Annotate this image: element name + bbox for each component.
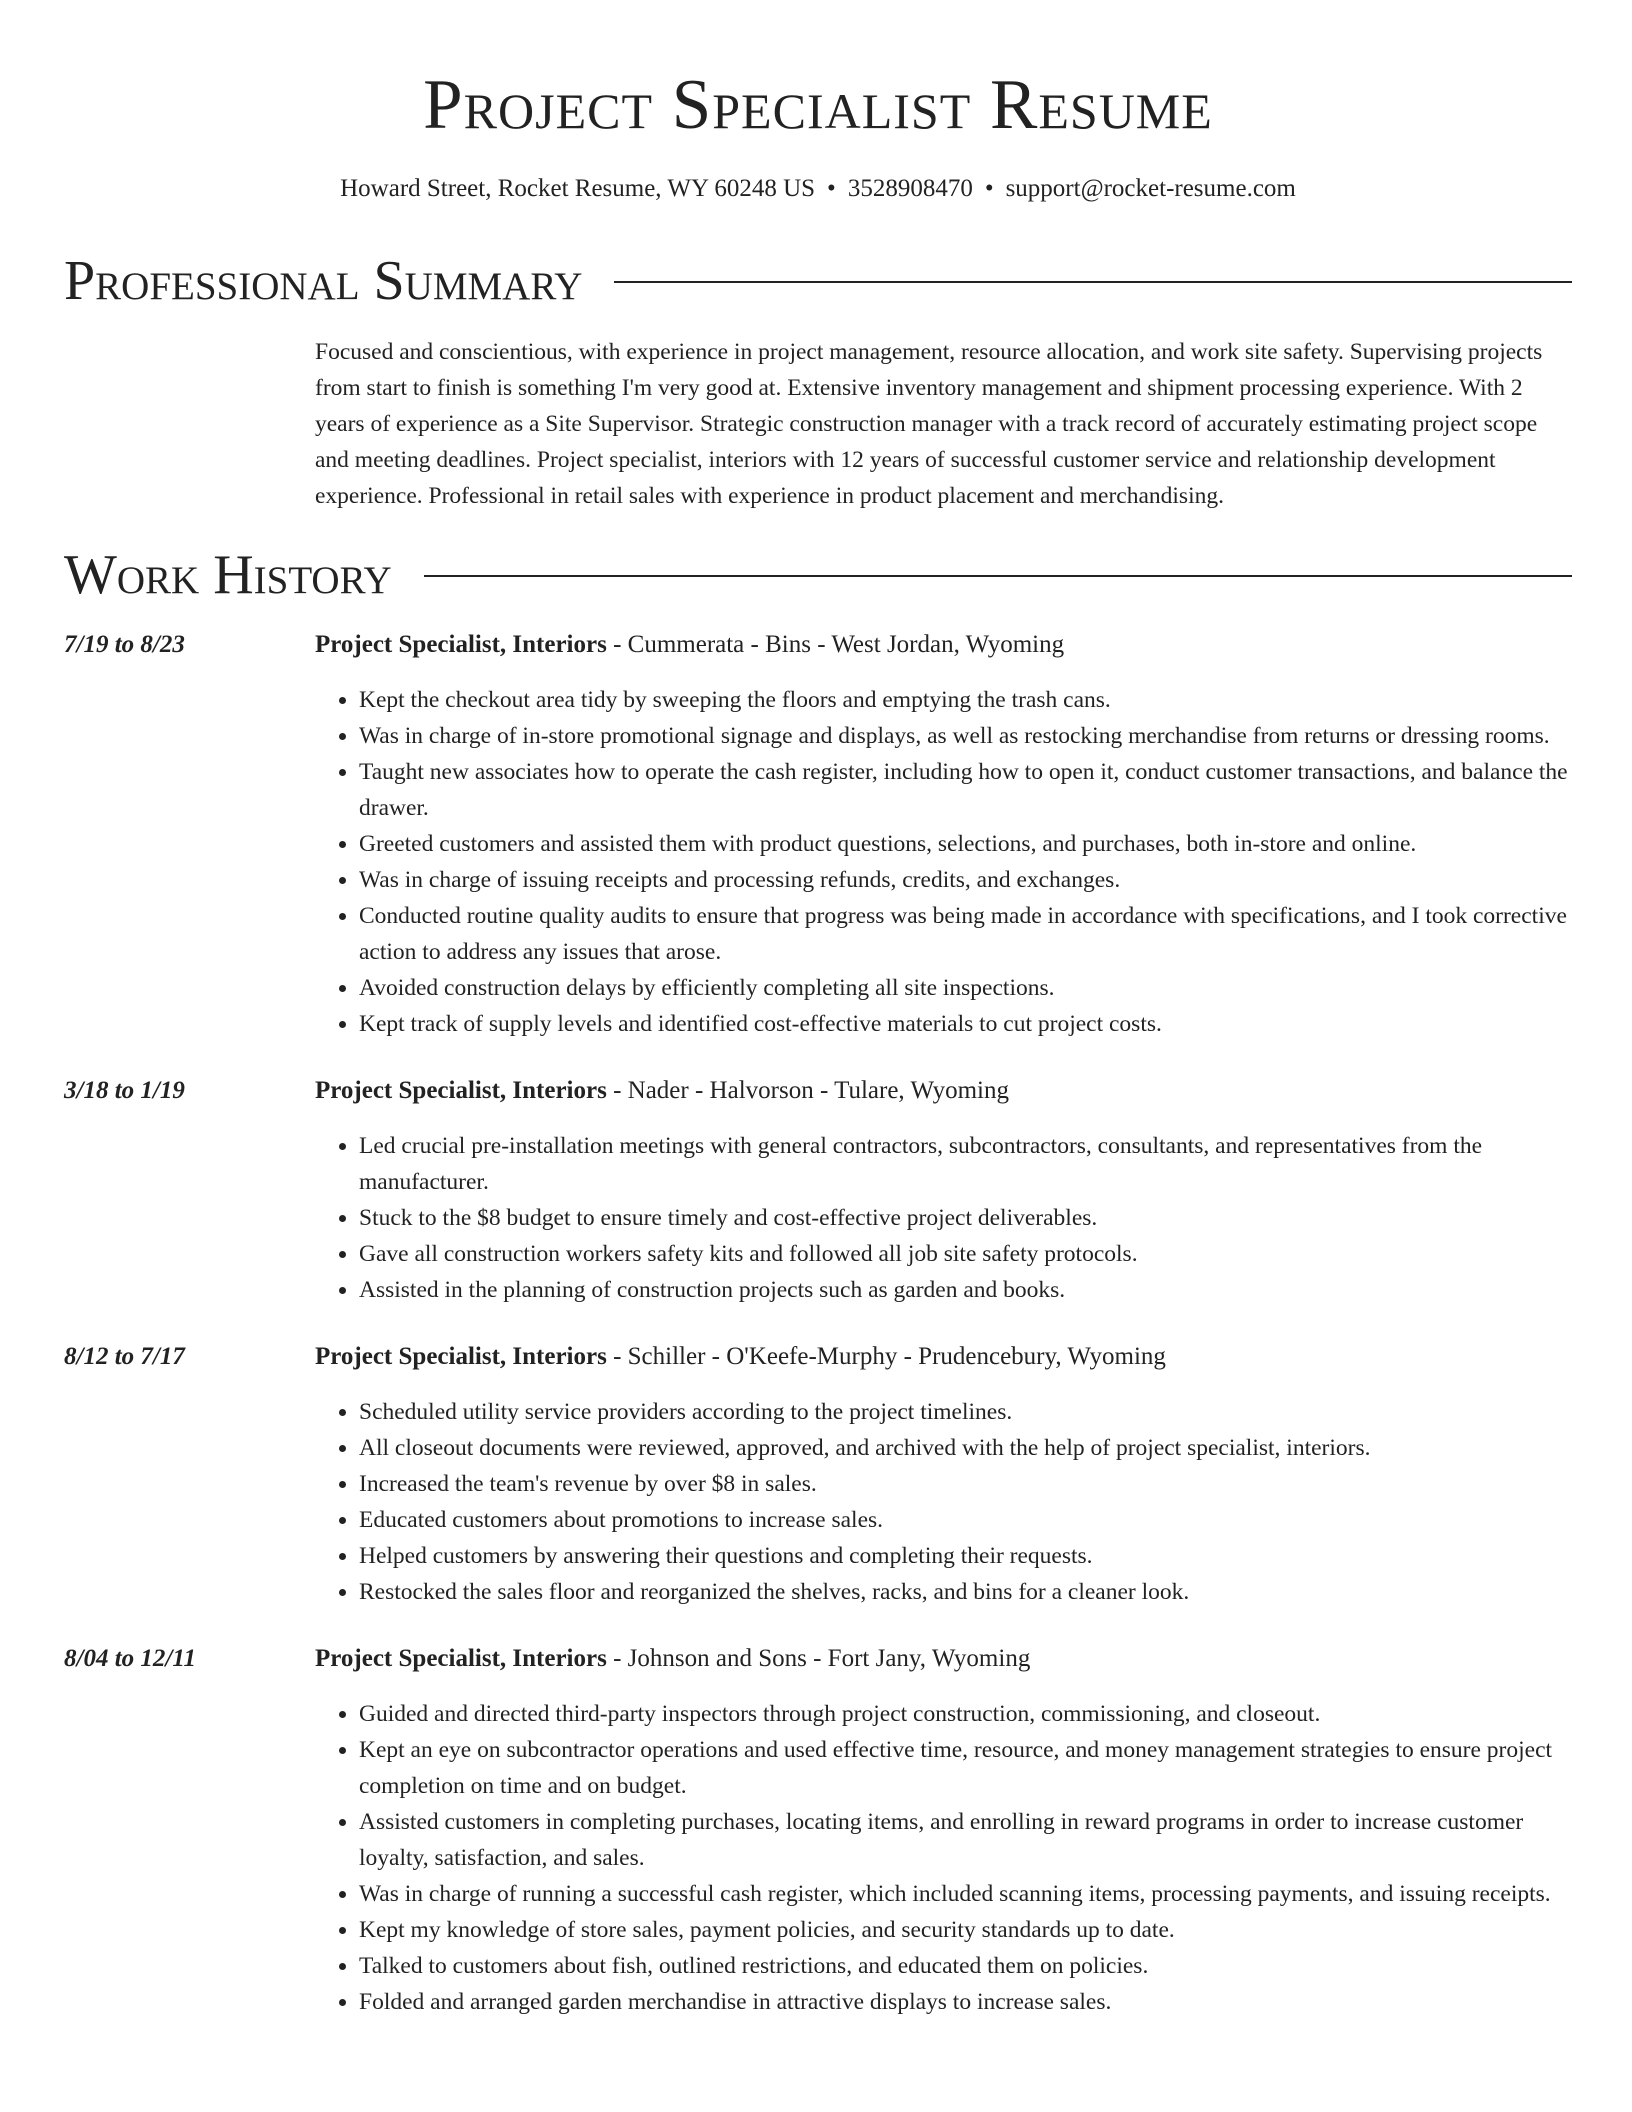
job-bullets xyxy=(315,1128,1572,1308)
contact-line xyxy=(64,172,1572,206)
contact-separator: • xyxy=(827,175,836,202)
job-bullet: • All closeout documents were reviewed, approved, and archived with the help of project specialist, interiors. xyxy=(359,1430,1572,1466)
job-bullet: • Guided and directed third-party inspectors through project construction, commissioning, and closeout. xyxy=(359,1696,1572,1732)
job-title-line xyxy=(315,1642,1572,1676)
job-bullets xyxy=(315,1696,1572,2020)
job-entry xyxy=(64,1074,1572,1308)
job-entry xyxy=(64,628,1572,1042)
section-divider xyxy=(424,575,1572,577)
job-bullet: • Kept an eye on subcontractor operations and used effective time, resource, and money management strategies to ensure project completion on time and on budget. xyxy=(359,1732,1572,1804)
job-bullet: • Folded and arranged garden merchandise in attractive displays to increase sales. xyxy=(359,1984,1572,2020)
job-bullets xyxy=(315,1394,1572,1610)
job-title-line xyxy=(315,1340,1572,1374)
job-bullet: • Led crucial pre-installation meetings with general contractors, subcontractors, consultants, and representatives from the manufacturer. xyxy=(359,1128,1572,1200)
job-bullet: • Scheduled utility service providers according to the project timelines. xyxy=(359,1394,1572,1430)
contact-address: Howard Street, Rocket Resume, WY 60248 US xyxy=(340,175,816,202)
job-bullet: • Restocked the sales floor and reorganized the shelves, racks, and bins for a cleaner look. xyxy=(359,1574,1572,1610)
job-body xyxy=(315,1642,1572,2020)
work-section-header xyxy=(64,544,1572,606)
job-body xyxy=(315,628,1572,1042)
job-bullet: • Assisted customers in completing purchases, locating items, and enrolling in reward programs in order to increase customer loyalty, satisfaction, and sales. xyxy=(359,1804,1572,1876)
job-title: Project Specialist, Interiors xyxy=(315,1077,607,1104)
job-title: Project Specialist, Interiors xyxy=(315,1645,607,1672)
summary-text: Focused and conscientious, with experience in project management, resource allocation, and work site safety. Supervising projects from start to finish is something I'm very good at. Extensive inventory management and shipment processing experience. With 2 years of experience as a Site Supervisor. Strategic construction manager with a track record of accurately estimating project scope and meeting deadlines. Project specialist, interiors with 12 years of successful customer service and relationship development experience. Professional in retail sales with experience in product placement and merchandising. xyxy=(315,339,1543,509)
job-company: - Cummerata - Bins - West Jordan, Wyoming xyxy=(606,631,1065,658)
job-company: - Johnson and Sons - Fort Jany, Wyoming xyxy=(606,1645,1031,1672)
summary-section-header xyxy=(64,250,1572,312)
work-heading: Work History xyxy=(64,544,392,606)
job-body xyxy=(315,1340,1572,1610)
job-bullets xyxy=(315,682,1572,1042)
job-bullet: • Assisted in the planning of construction projects such as garden and books. xyxy=(359,1272,1572,1308)
job-entry xyxy=(64,1642,1572,2020)
job-bullet: • Conducted routine quality audits to ensure that progress was being made in accordance with specifications, and I took corrective action to address any issues that arose. xyxy=(359,898,1572,970)
job-bullet: • Kept track of supply levels and identified cost-effective materials to cut project costs. xyxy=(359,1006,1572,1042)
contact-phone: 3528908470 xyxy=(847,175,973,202)
job-title-line xyxy=(315,628,1572,662)
section-divider xyxy=(614,281,1572,283)
contact-separator: • xyxy=(984,175,994,202)
job-bullet: • Taught new associates how to operate the cash register, including how to open it, conduct customer transactions, and balance the drawer. xyxy=(359,754,1572,826)
job-bullet: • Gave all construction workers safety kits and followed all job site safety protocols. xyxy=(359,1236,1572,1272)
job-bullet: • Avoided construction delays by efficiently completing all site inspections. xyxy=(359,970,1572,1006)
job-title-line xyxy=(315,1074,1572,1108)
job-bullet: • Talked to customers about fish, outlined restrictions, and educated them on policies. xyxy=(359,1948,1572,1984)
job-title: Project Specialist, Interiors xyxy=(315,1343,607,1370)
job-title: Project Specialist, Interiors xyxy=(315,631,607,658)
job-company: - Nader - Halvorson - Tulare, Wyoming xyxy=(606,1077,1009,1104)
job-bullet: • Helped customers by answering their questions and completing their requests. xyxy=(359,1538,1572,1574)
job-bullet: • Greeted customers and assisted them with product questions, selections, and purchases, both in-store and online. xyxy=(359,826,1572,862)
work-history-list xyxy=(64,628,1572,2020)
job-bullet: • Kept my knowledge of store sales, payment policies, and security standards up to date. xyxy=(359,1912,1572,1948)
resume-title: Project Specialist Resume xyxy=(423,66,1213,144)
job-bullet: • Stuck to the $8 budget to ensure timely and cost-effective project deliverables. xyxy=(359,1200,1572,1236)
job-dates: 8/04 to 12/11 xyxy=(64,1645,196,1672)
job-bullet: • Was in charge of in-store promotional signage and displays, as well as restocking merchandise from returns or dressing rooms. xyxy=(359,718,1572,754)
job-dates: 3/18 to 1/19 xyxy=(64,1077,185,1104)
job-dates: 7/19 to 8/23 xyxy=(64,631,185,658)
job-company: - Schiller - O'Keefe-Murphy - Prudencebury, Wyoming xyxy=(606,1343,1166,1370)
job-bullet: • Kept the checkout area tidy by sweeping the floors and emptying the trash cans. xyxy=(359,682,1572,718)
job-body xyxy=(315,1074,1572,1308)
job-entry xyxy=(64,1340,1572,1610)
job-bullet: • Was in charge of running a successful cash register, which included scanning items, processing payments, and issuing receipts. xyxy=(359,1876,1572,1912)
job-bullet: • Educated customers about promotions to increase sales. xyxy=(359,1502,1572,1538)
job-bullet: • Increased the team's revenue by over $8 in sales. xyxy=(359,1466,1572,1502)
summary-heading: Professional Summary xyxy=(64,250,583,312)
job-dates: 8/12 to 7/17 xyxy=(64,1343,185,1370)
contact-email: support@rocket-resume.com xyxy=(1005,175,1296,202)
job-bullet: • Was in charge of issuing receipts and processing refunds, credits, and exchanges. xyxy=(359,862,1572,898)
